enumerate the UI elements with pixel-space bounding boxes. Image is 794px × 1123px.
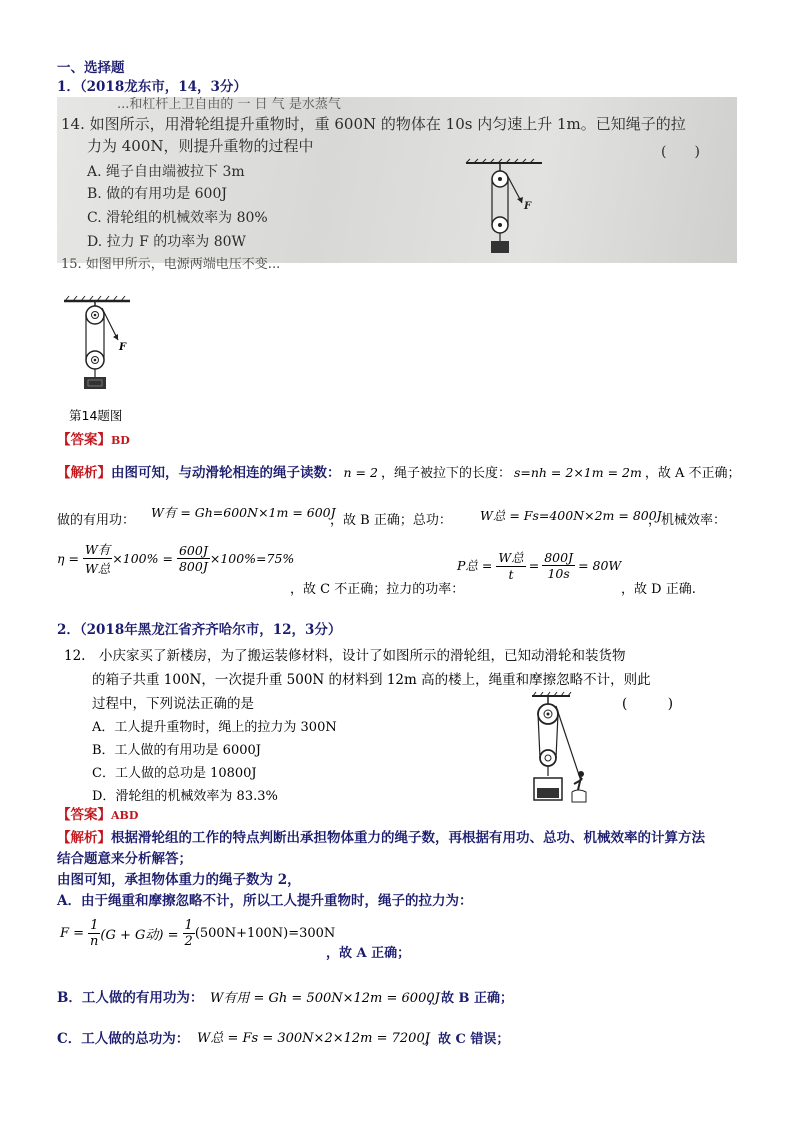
analysis-text: ，故 C 不正确；拉力的功率：	[290, 582, 465, 597]
numerator: 1	[184, 918, 193, 933]
analysis-text: ，绳子被拉下的长度：	[380, 466, 511, 481]
formula-a	[60, 918, 335, 949]
q2-line-1: 12. 小庆家买了新楼房，为了搬运装修材料，设计了如图所示的滑轮组，已知动滑轮和装货物	[64, 648, 626, 664]
math-w-you: W有 = Gh=600N×1m = 600J	[151, 505, 336, 520]
answer-label: 【答案】	[57, 432, 111, 448]
formula-a-tail: ，故 A 正确；	[326, 946, 411, 961]
q2-paren: ( )	[622, 696, 674, 712]
math-text: (500N+100N)=300N	[194, 926, 336, 941]
q2-line-3: 过程中，下列说法正确的是	[92, 696, 254, 712]
math-text: (G + G动) =	[100, 928, 179, 943]
denominator: t	[508, 567, 514, 582]
photo-bottom-fragment: 15. 如图甲所示，电源两端电压不变...	[61, 257, 281, 272]
q2-analysis-line-2: 结合题意来分析解答；	[57, 851, 192, 867]
formula-b-tail: ，故 B 正确；	[428, 991, 514, 1006]
q2-analysis-b: B．工人做的有用功为：	[57, 990, 204, 1006]
math-text: =	[528, 557, 540, 573]
math-text: P总 =	[457, 558, 493, 573]
q2-answer	[57, 809, 138, 823]
q2-analysis-a: A．由于绳重和摩擦忽略不计，所以工人提升重物时，绳子的拉力为：	[57, 893, 473, 909]
q1-answer	[57, 434, 130, 448]
math-text: ×100% =	[112, 551, 173, 566]
analysis-label: 【解析】	[57, 830, 111, 846]
photo-option-b: B. 做的有用功是 600J	[87, 186, 227, 202]
denominator: 2	[184, 934, 193, 949]
q2-option-a: A．工人提升重物时，绳上的拉力为 300N	[92, 720, 337, 735]
fraction	[183, 918, 195, 949]
svg-text:F: F	[524, 201, 532, 212]
force-label: F	[119, 342, 127, 353]
answer-value: ABD	[111, 809, 139, 822]
numerator: 1	[88, 918, 100, 934]
numerator: W有	[84, 542, 111, 557]
denominator: n	[90, 934, 99, 949]
fraction	[542, 550, 575, 581]
q2-line-2: 的箱子共重 100N，一次提升重 500N 的材料到 12m 高的楼上，绳重和摩擦忽略不计，则此	[92, 672, 651, 688]
analysis-text: ，故 D 正确.	[621, 582, 696, 597]
numerator: W总	[498, 550, 524, 565]
q1-analysis-line-2	[57, 514, 135, 528]
formula-c: W总 = Fs = 300N×2×12m = 7200J	[197, 1031, 430, 1046]
numerator: 800J	[544, 549, 574, 565]
photo-pulley-figure	[462, 159, 552, 259]
section-title: 一、选择题	[57, 60, 125, 76]
math-text: = 80W	[578, 557, 622, 573]
numerator: 600J	[178, 543, 208, 558]
analysis-text: 由图可知，与动滑轮相连的绳子读数：	[111, 465, 341, 481]
denominator: 800J	[178, 559, 208, 574]
q2-analysis-line-3: 由图可知，承担物体重力的绳子数为 2，	[57, 872, 301, 888]
q2-analysis-line-1	[57, 832, 705, 846]
formula-b: W有用 = Gh = 500N×12m = 6000J	[210, 991, 440, 1006]
analysis-label: 【解析】	[57, 465, 111, 481]
q2-option-b: B．工人做的有用功是 6000J	[92, 743, 261, 758]
answer-value: BD	[111, 434, 130, 447]
photo-top-fragment: ...和杠杆上卫自由的 一 日 气 是水蒸气	[117, 97, 341, 112]
denominator: 10s	[547, 565, 570, 581]
analysis-text: ，故 B 正确；总功：	[330, 513, 452, 528]
efficiency-formula	[57, 540, 294, 577]
math-w-zong: W总 = Fs=400N×2m = 800J	[480, 508, 662, 523]
fraction	[88, 918, 100, 949]
analysis-text: ，故 A 不正确；	[644, 466, 741, 481]
q2-option-d: D．滑轮组的机械效率为 83.3%	[92, 789, 278, 804]
math-n: n = 2	[343, 465, 378, 480]
q1-analysis-line-1	[57, 467, 740, 481]
analysis-text: 根据滑轮组的工作的特点判断出承担物体重力的绳子数，再根据有用功、总功、机械效率的计算方法	[111, 830, 705, 846]
photo-option-a: A. 绳子自由端被拉下 3m	[87, 164, 245, 180]
eta: η =	[57, 551, 79, 566]
q2-pulley-figure	[524, 692, 604, 807]
formula-c-tail: ，故 C 错误；	[425, 1032, 510, 1047]
photo-line-1: 14. 如图所示，用滑轮组提升重物时，重 600N 的物体在 10s 内匀速上升 1m。已知绳子的拉	[61, 115, 686, 133]
q2-analysis-c: C．工人做的总功为：	[57, 1031, 190, 1047]
math-text: ×100%=75%	[209, 551, 295, 566]
photo-line-2: 力为 400N，则提升重物的过程中	[87, 137, 314, 155]
q1-question-photo	[57, 97, 737, 272]
q2-header: 2．（2018年黑龙江省齐齐哈尔市，12，3分）	[57, 622, 342, 638]
photo-option-d: D. 拉力 F 的功率为 80W	[87, 234, 246, 250]
analysis-text: 做的有用功：	[57, 513, 136, 528]
fraction	[177, 543, 210, 574]
photo-option-c: C. 滑轮组的机械效率为 80%	[87, 210, 268, 226]
math-s: s=nh = 2×1m = 2m	[513, 465, 642, 480]
figure-caption: 第14题图	[69, 408, 123, 423]
q1-header: 1．（2018龙东市，14，3分）	[57, 79, 247, 95]
math-text: F =	[60, 926, 85, 941]
fraction	[496, 548, 525, 582]
q1-pulley-figure	[60, 296, 140, 396]
denominator: W总	[84, 561, 111, 576]
q2-option-c: C．工人做的总功是 10800J	[92, 766, 257, 781]
photo-paren: ( )	[661, 144, 700, 160]
power-formula	[457, 548, 621, 582]
answer-label: 【答案】	[57, 807, 111, 823]
analysis-text: ，机械效率：	[648, 513, 727, 528]
fraction	[83, 540, 112, 577]
